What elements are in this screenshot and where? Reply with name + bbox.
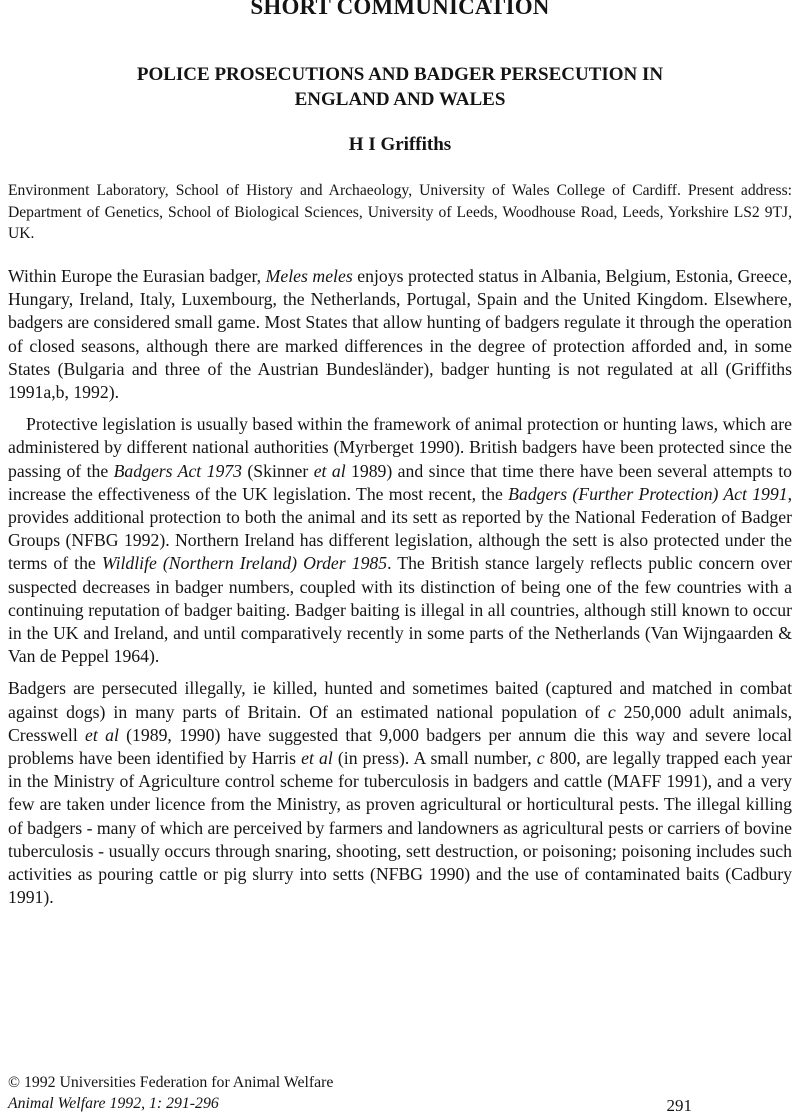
page-number: 291 [666, 1096, 692, 1115]
journal-citation: Animal Welfare 1992, 1: 291-296 [8, 1095, 219, 1112]
paragraph-2: Protective legislation is usually based within the framework of animal protection or hunting laws, which are administered by different national authorities (Myrberget 1990). British badgers have been protected since the passing of the Badgers Act 1973 (Skinner et al 1989) and since that time there have been several attempts to increase the effectiveness of the UK legislation. The most recent, the Badgers (Further Protection) Act 1991, provides additional protection to both the animal and its sett as reported by the National Federation of Badger Groups (NFBG 1992). Northern Ireland has different legislation, although the sett is also protected under the terms of the Wildlife (Northern Ireland) Order 1985. The British stance largely reflects public concern over suspected decreases in badger numbers, coupled with its distinction of being one of the few countries with a continuing reputation of badger baiting. Badger baiting is illegal in all countries, although still known to occur in the UK and Ireland, and until comparatively recently in some parts of the Netherlands (Van Wijngaarden & Van de Peppel 1964). [8, 414, 793, 667]
paragraph-1: Within Europe the Eurasian badger, Meles meles enjoys protected status in Albania, Belgium, Estonia, Greece, Hungary, Ireland, Italy, Luxembourg, the Netherlands, Portugal, Spain and the United Kingdom. Elsewhere, badgers are considered small game. Most States that allow hunting of badgers regulate it through the operation of closed seasons, although there are marked differences in the degree of protection afforded and, in some States (Bulgaria and three of the Austrian Bundesländer), badger hunting is not regulated at all (Griffiths 1991a,b, 1992). [8, 266, 792, 403]
article-body [8, 265, 792, 918]
page-footer [8, 1072, 792, 1114]
paragraph-3: Badgers are persecuted illegally, ie killed, hunted and sometimes baited (captured and matched in combat against dogs) in many parts of Britain. Of an estimated national population of c 250,000 adult animals, Cresswell et al (1989, 1990) have suggested that 9,000 badgers per annum die this way and severe local problems have been identified by Harris et al (in press). A small number, c 800, are legally trapped each year in the Ministry of Agriculture control scheme for tuberculosis in badgers and cattle (MAFF 1991), and a very few are taken under licence from the Ministry, as proven agricultural or horticultural pests. The illegal killing of badgers - many of which are perceived by farmers and landowners as agricultural pests or carriers of bovine tuberculosis - usually occurs through snaring, shooting, sett destruction, or poisoning; poisoning includes such activities as pouring cattle or pig slurry into setts (NFBG 1990) and the use of contaminated baits (Cadbury 1991). [8, 678, 792, 908]
copyright-notice: © 1992 Universities Federation for Animal Welfare [8, 1074, 334, 1091]
article-title-line-1: POLICE PROSECUTIONS AND BADGER PERSECUTION IN [136, 64, 664, 85]
article-title-line-2: ENGLAND AND WALES [294, 89, 506, 110]
section-heading: SHORT COMMUNICATION [250, 0, 550, 19]
author-name: H I Griffiths [348, 134, 452, 155]
author-affiliation: Environment Laboratory, School of History and Archaeology, University of Wales College of Cardiff. Present address: Department of Genetics, School of Biological Sciences, University of Leeds, Woodhouse Road, Leeds, Yorkshire LS2 9TJ, UK. [8, 182, 792, 242]
article-title [30, 62, 770, 112]
